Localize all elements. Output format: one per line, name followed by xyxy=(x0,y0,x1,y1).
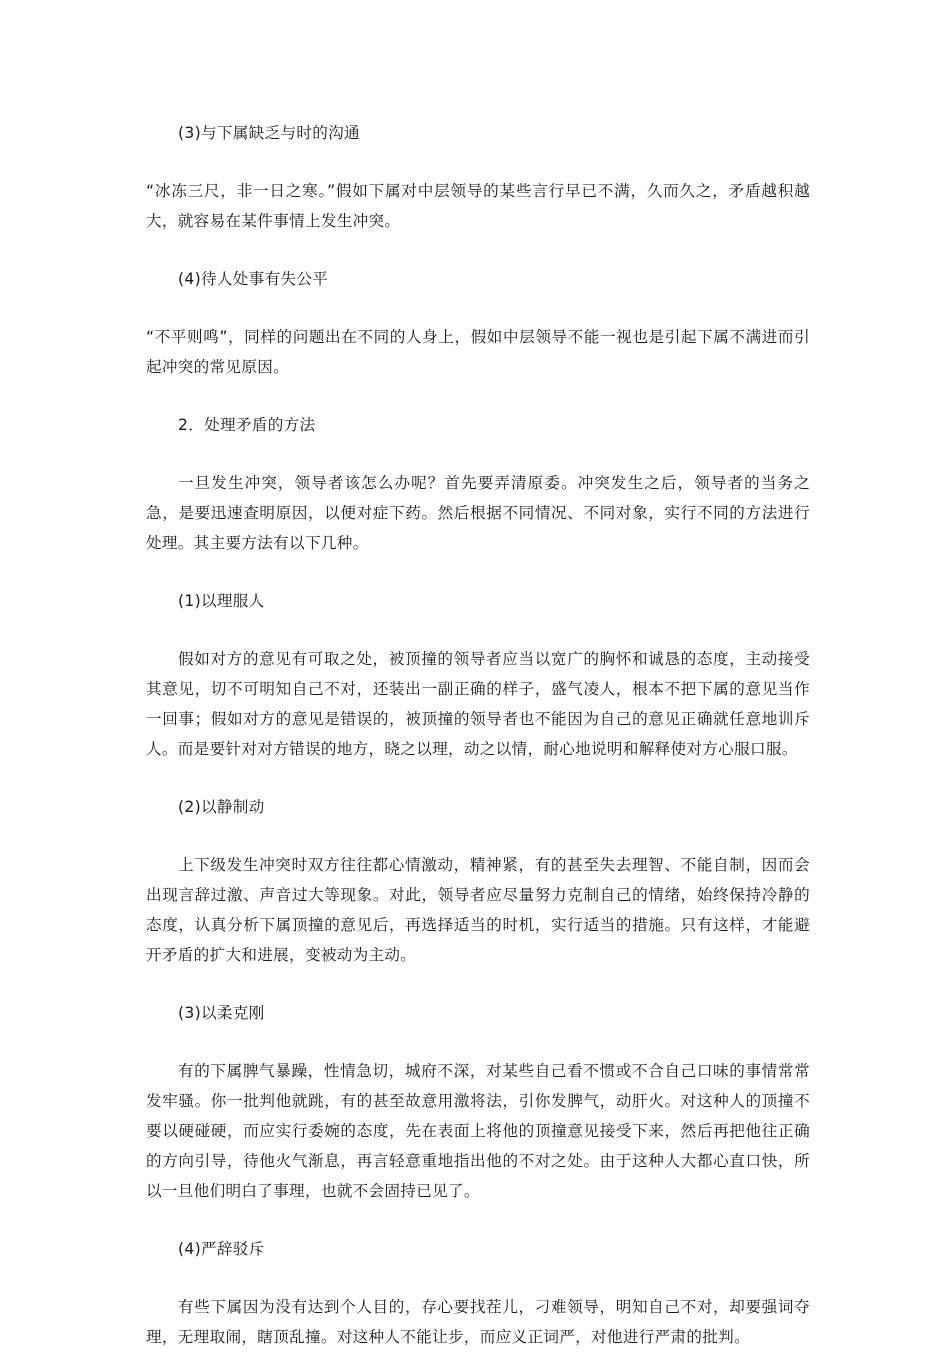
document-page xyxy=(146,118,810,1352)
paragraph-soft-over-hard: 有的下属脾气暴躁，性情急切，城府不深，对某些自己看不惯或不合自己口味的事情常常发牢骚。你一批判他就跳，有的甚至故意用激将法，引你发脾气，动肝火。对这种人的顶撞不要以硬碰硬，而应实行委婉的态度，先在表面上将他的顶撞意见接受下来，然后再把他往正确的方向引导，待他火气渐息，再言轻意重地指出他的不对之处。由于这种人大都心直口快，所以一旦他们明白了事理，也就不会固持已见了。 xyxy=(146,1062,810,1200)
section-heading-lack-of-communication: (3)与下属缺乏与时的沟通 xyxy=(178,124,360,142)
section-heading-reason: (1)以理服人 xyxy=(178,592,265,610)
paragraph-calm: 上下级发生冲突时双方往往都心情激动，精神紧，有的甚至失去理智、不能自制，因而会出现言辞过激、声音过大等现象。对此，领导者应尽量努力克制自己的情绪，始终保持冷静的态度，认真分析下属顶撞的意见后，再选择适当的时机，实行适当的措施。只有这样，才能避开矛盾的扩大和进展，变被动为主动。 xyxy=(146,856,810,964)
paragraph-unfairness-causes-complaint: “不平则鸣”，同样的问题出在不同的人身上，假如中层领导不能一视也是引起下属不满进而引起冲突的常见原因。 xyxy=(146,328,810,376)
section-heading-unfair-treatment: (4)待人处事有失公平 xyxy=(178,270,329,288)
paragraph-methods-intro: 一旦发生冲突，领导者该怎么办呢？首先要弄清原委。冲突发生之后，领导者的当务之急，是要迅速查明原因，以便对症下药。然后根据不同情况、不同对象，实行不同的方法进行处理。其主要方法有以下几种。 xyxy=(146,474,810,552)
section-heading-soft-over-hard: (3)以柔克刚 xyxy=(178,1004,265,1022)
section-heading-methods: 2．处理矛盾的方法 xyxy=(178,416,316,434)
paragraph-stern-refutation: 有些下属因为没有达到个人目的，存心要找茬儿，刁难领导，明知自己不对，却要强词夺理，无理取闹，瞎顶乱撞。对这种人不能让步，而应义正词严，对他进行严肃的批判。 xyxy=(146,1298,810,1346)
section-heading-calm: (2)以静制动 xyxy=(178,798,265,816)
paragraph-reason: 假如对方的意见有可取之处，被顶撞的领导者应当以宽广的胸怀和诚恳的态度，主动接受其意见，切不可明知自己不对，还装出一副正确的样子，盛气凌人，根本不把下属的意见当作一回事；假如对方的意见是错误的，被顶撞的领导者也不能因为自己的意见正确就任意地训斥人。而是要针对对方错误的地方，晓之以理，动之以情，耐心地说明和解释使对方心服口服。 xyxy=(146,650,810,758)
paragraph-ice-three-feet: “冰冻三尺，非一日之寒。”假如下属对中层领导的某些言行早已不满，久而久之，矛盾越积越大，就容易在某件事情上发生冲突。 xyxy=(146,182,810,230)
section-heading-stern-refutation: (4)严辞驳斥 xyxy=(178,1240,265,1258)
